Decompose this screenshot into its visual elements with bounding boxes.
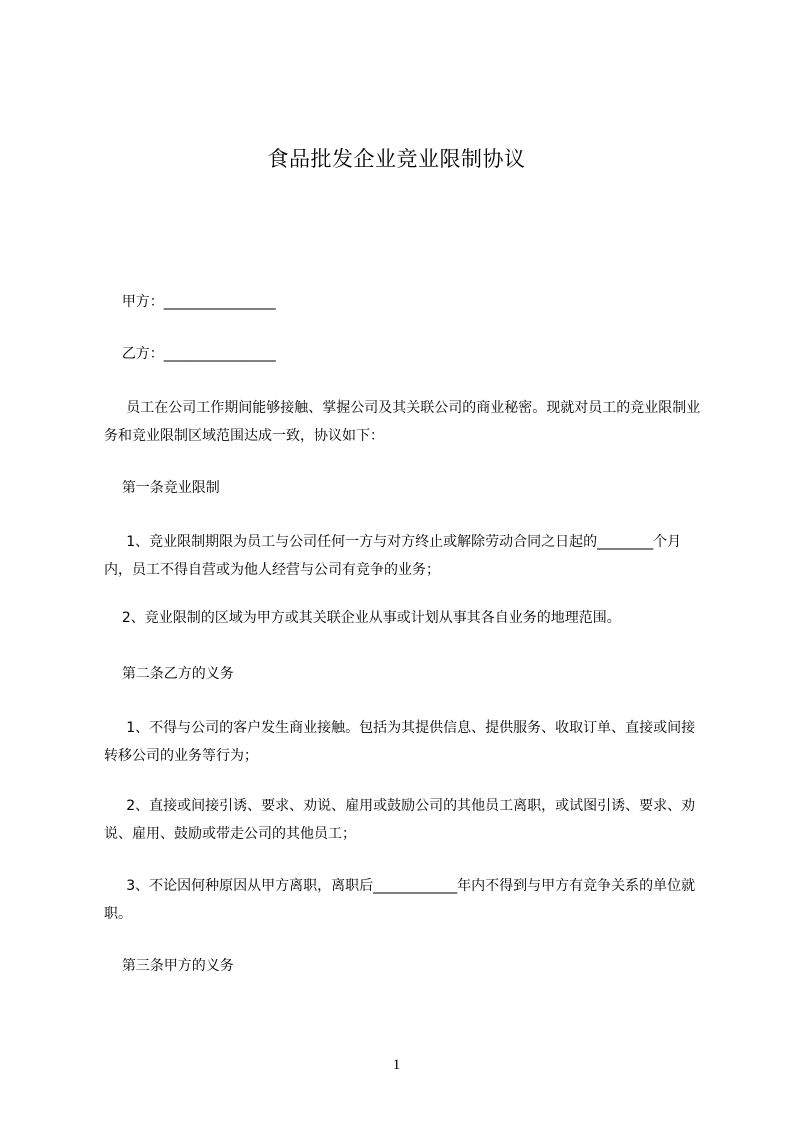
- article-1-item-1: 1、竞业限制期限为员工与公司任何一方与对方终止或解除劳动合同之日起的________个月内，员工不得自营或为他人经营与公司有竞争的业务；: [104, 534, 682, 578]
- document-title: 食品批发企业竞业限制协议: [267, 147, 526, 171]
- article-2-heading: 第二条乙方的义务: [104, 666, 234, 682]
- article-1-heading: 第一条竞业限制: [104, 480, 220, 496]
- article-2-item-1: 1、不得与公司的客户发生商业接触。包括为其提供信息、提供服务、收取订单、直接或间接转移公司的业务等行为；: [104, 720, 696, 764]
- party-a-line: 甲方：________________: [104, 294, 276, 310]
- article-3-heading: 第三条甲方的义务: [104, 958, 234, 974]
- article-2-item-2: 2、直接或间接引诱、要求、劝说、雇用或鼓励公司的其他员工离职，或试图引诱、要求、劝说、雇用、鼓励或带走公司的其他员工；: [104, 798, 696, 842]
- article-1-item-2: 2、竞业限制的区域为甲方或其关联企业从事或计划从事其各自业务的地理范围。: [104, 610, 621, 626]
- page-number: 1: [392, 1057, 401, 1073]
- intro-paragraph: 员工在公司工作期间能够接触、掌握公司及其关联公司的商业秘密。现就对员工的竞业限制业务和竞业限制区域范围达成一致，协议如下：: [104, 400, 701, 444]
- party-b-line: 乙方：________________: [104, 346, 276, 362]
- article-2-item-3: 3、不论因何种原因从甲方离职，离职后____________年内不得到与甲方有竞争关系的单位就职。: [104, 878, 696, 922]
